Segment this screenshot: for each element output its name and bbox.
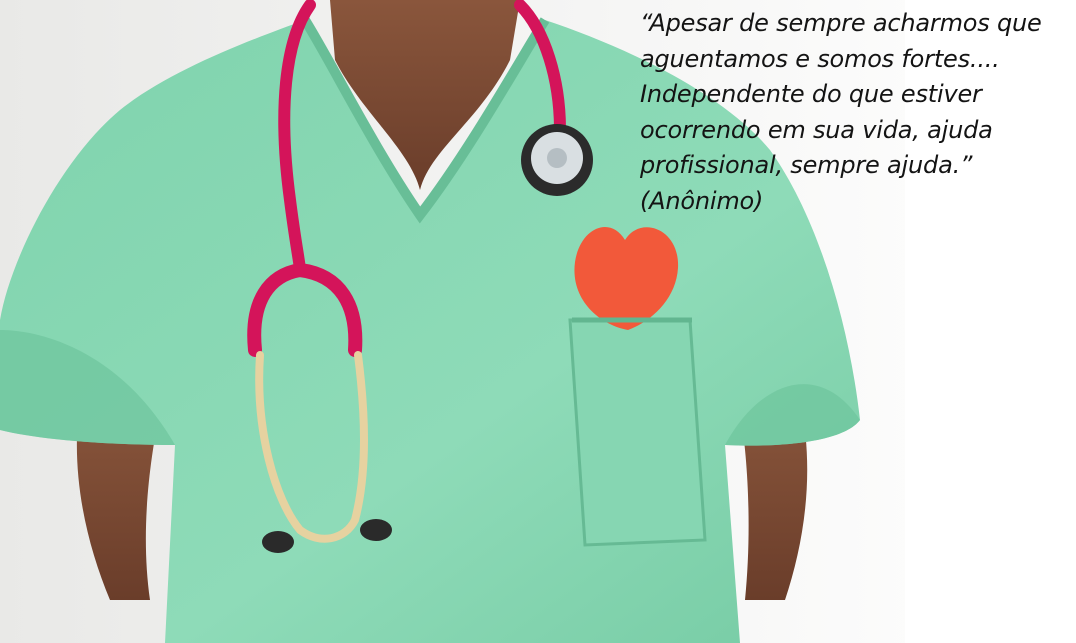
quote-text xyxy=(640,6,1076,219)
stethoscope-center xyxy=(547,148,567,168)
quote-attribution: (Anônimo) xyxy=(640,186,764,215)
stethoscope-eartip-right xyxy=(360,519,392,541)
quote-line: Independente do que estiver xyxy=(640,80,982,108)
quote-line: ocorrendo em sua vida, ajuda xyxy=(640,115,993,144)
quote-line: “Apesar de sempre acharmos que xyxy=(640,9,1042,37)
quote-line: profissional, sempre ajuda.” xyxy=(640,151,973,179)
chest-pocket xyxy=(570,320,705,545)
quote-line: aguentamos e somos fortes.... xyxy=(640,44,1000,73)
stethoscope-eartip-left xyxy=(262,531,294,553)
